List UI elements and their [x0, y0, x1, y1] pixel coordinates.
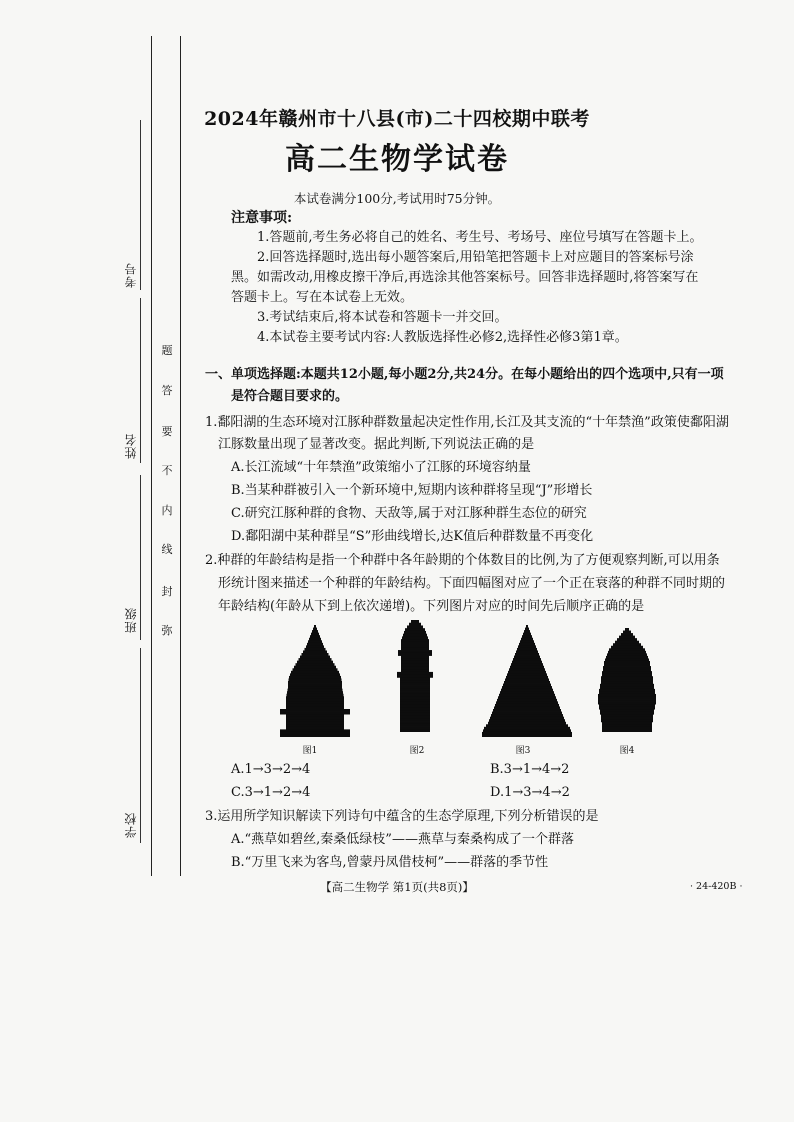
age-bar — [407, 625, 423, 628]
seal-char: 要 — [161, 425, 173, 438]
age-bar — [400, 694, 430, 697]
age-bar — [490, 717, 564, 720]
age-bar — [404, 631, 426, 634]
age-bar — [482, 734, 572, 737]
age-bar — [403, 634, 427, 637]
age-bar — [400, 686, 430, 689]
seal-char: 内 — [161, 504, 173, 517]
age-bar — [280, 712, 350, 715]
age-bar — [401, 669, 429, 672]
age-bar — [286, 696, 344, 699]
age-bar — [603, 669, 651, 672]
age-bar — [401, 645, 429, 648]
age-bar — [600, 684, 654, 687]
age-bar — [400, 727, 430, 730]
age-bar — [401, 647, 429, 650]
section-title: 一、单项选择题:本题共12小题,每小题2分,共24分。在每小题给出的四个选项中,只有一项 — [205, 367, 724, 382]
age-bar — [400, 699, 430, 702]
seal-char: 弥 — [161, 624, 173, 637]
age-bar — [400, 691, 430, 694]
age-pyramid-figure-2 — [385, 620, 445, 732]
q2-option-c[interactable]: C.3→1→2→4 — [231, 785, 311, 800]
age-bar — [509, 668, 545, 671]
age-bar — [525, 628, 529, 631]
age-bar — [400, 724, 430, 727]
age-bar — [604, 661, 650, 664]
age-bar — [401, 664, 429, 667]
age-bar — [606, 656, 648, 659]
subject-title: 高二生物学试卷 — [285, 142, 509, 177]
figure-caption: 图2 — [409, 746, 425, 756]
age-bar — [289, 676, 341, 679]
q1-option-d[interactable]: D.鄱阳湖中某种群呈“S”形曲线增长,达K值后种群数量不再变化 — [231, 529, 594, 544]
age-bar — [305, 648, 326, 651]
seal-char: 线 — [161, 543, 173, 556]
age-bar — [491, 714, 563, 717]
age-bar — [280, 734, 350, 737]
age-bar — [598, 696, 656, 699]
seal-char: 题 — [161, 344, 173, 357]
class-field[interactable] — [140, 475, 141, 640]
q2-stem-cont: 形统计图来描述一个种群的年龄结构。下面四幅图对应了一个正在衰落的种群不同时期的 — [218, 576, 726, 591]
age-bar — [514, 656, 540, 659]
q2-stem-cont: 年龄结构(年龄从下到上依次递增)。下列图片对应的时间先后顺序正确的是 — [218, 599, 645, 614]
age-bar — [400, 702, 430, 705]
age-bar — [286, 722, 344, 725]
notice-line: 4.本试卷主要考试内容:人教版选择性必修2,选择性必修3第1章。 — [257, 330, 628, 345]
age-bar — [411, 620, 419, 623]
age-bar — [280, 709, 350, 712]
age-bar — [288, 681, 342, 684]
age-bar — [400, 713, 430, 716]
age-bar — [602, 671, 652, 674]
age-bar — [608, 651, 646, 654]
notice-heading: 注意事项: — [231, 210, 293, 226]
age-bar — [601, 714, 653, 717]
q2-option-a[interactable]: A.1→3→2→4 — [231, 762, 311, 777]
age-bar — [513, 658, 541, 661]
q3-option-b[interactable]: B.“万里飞来为客鸟,曾蒙丹凤借枝柯”——群落的季节性 — [231, 855, 549, 870]
age-bar — [405, 628, 425, 631]
age-bar — [494, 706, 560, 709]
notice-line: 3.考试结束后,将本试卷和答题卡一并交回。 — [257, 310, 508, 325]
age-bar — [400, 680, 430, 683]
age-bar — [288, 684, 342, 687]
age-bar — [409, 623, 421, 626]
notice-line: 1.答题前,考生务必将自己的姓名、考生号、考场号、座位号填写在答题卡上。 — [257, 230, 703, 245]
age-bar — [397, 675, 433, 678]
age-bar — [303, 650, 327, 653]
figure-caption: 图3 — [515, 746, 531, 756]
age-bar — [522, 635, 532, 638]
age-bar — [286, 727, 344, 730]
seal-char: 封 — [161, 585, 173, 598]
age-bar — [290, 673, 340, 676]
age-bar — [397, 672, 433, 675]
age-bar — [288, 689, 343, 692]
q2-option-b[interactable]: B.3→1→4→2 — [490, 762, 570, 777]
exam-title: 2024年赣州市十八县(市)二十四校期中联考 — [204, 108, 590, 130]
age-bar — [286, 717, 344, 720]
age-bar — [401, 642, 429, 645]
age-bar — [401, 666, 429, 669]
age-bar — [291, 671, 339, 674]
age-bar — [299, 658, 332, 661]
paper-code: · 24-420B · — [690, 881, 743, 892]
age-bar — [400, 721, 430, 724]
age-bar — [500, 691, 554, 694]
age-bar — [501, 689, 553, 692]
age-bar — [619, 636, 635, 639]
age-bar — [296, 663, 335, 666]
age-pyramid-figure-3 — [475, 625, 579, 737]
age-bar — [621, 633, 633, 636]
age-bar — [602, 729, 652, 732]
age-bar — [506, 676, 548, 679]
age-bar — [497, 699, 557, 702]
q2-option-d[interactable]: D.1→3→4→2 — [490, 785, 570, 800]
age-bar — [495, 704, 559, 707]
age-bar — [314, 625, 316, 628]
age-bar — [615, 641, 639, 644]
age-bar — [308, 640, 322, 643]
figure-caption: 图4 — [619, 746, 635, 756]
age-bar — [400, 729, 430, 732]
age-bar — [286, 699, 344, 702]
age-bar — [286, 704, 344, 707]
age-bar — [603, 666, 651, 669]
age-bar — [306, 645, 324, 648]
age-bar — [508, 671, 546, 674]
age-bar — [286, 724, 344, 727]
age-bar — [400, 696, 430, 699]
age-bar — [518, 645, 536, 648]
age-bar — [617, 638, 637, 641]
age-bar — [601, 676, 653, 679]
age-bar — [289, 678, 342, 681]
age-bar — [601, 679, 653, 682]
q3-option-a[interactable]: A.“燕草如碧丝,秦桑低绿枝”——燕草与秦桑构成了一个群落 — [231, 832, 574, 847]
age-bar — [287, 694, 344, 697]
age-bar — [398, 650, 432, 653]
age-bar — [602, 674, 652, 677]
age-bar — [297, 661, 333, 664]
age-bar — [519, 643, 535, 646]
age-bar — [286, 714, 344, 717]
age-bar — [510, 666, 544, 669]
age-bar — [623, 631, 631, 634]
age-pyramid-figure-1 — [270, 625, 360, 737]
age-bar — [398, 653, 432, 656]
age-bar — [313, 628, 317, 631]
seal-char: 不 — [161, 464, 173, 477]
age-bar — [601, 717, 653, 720]
age-bar — [599, 689, 655, 692]
age-bar — [293, 668, 338, 671]
seal-char: 答 — [161, 384, 173, 397]
notice-line: 黑。如需改动,用橡皮擦干净后,再选涂其他答案标号。回答非选择题时,将答案写在 — [231, 270, 699, 285]
q1-option-b[interactable]: B.当某种群被引入一个新环境中,短期内该种群将呈现“J”形增长 — [231, 483, 593, 498]
age-bar — [515, 653, 539, 656]
age-bar — [401, 661, 429, 664]
age-bar — [600, 686, 654, 689]
age-bar — [482, 732, 572, 735]
age-bar — [524, 630, 530, 633]
age-bar — [600, 712, 654, 715]
age-bar — [505, 678, 549, 681]
q1-stem-cont: 江豚数量出现了显著改变。据此判断,下列说法正确的是 — [218, 437, 535, 452]
age-bar — [400, 716, 430, 719]
name-field[interactable] — [140, 298, 141, 463]
q1-stem: 1.鄱阳湖的生态环境对江豚种群数量起决定性作用,长江及其支流的“十年禁渔”政策使鄱阳湖 — [205, 415, 729, 430]
age-bar — [498, 696, 556, 699]
age-bar — [601, 719, 653, 722]
age-bar — [400, 683, 430, 686]
age-bar — [625, 628, 629, 631]
age-bar — [400, 705, 430, 708]
age-bar — [312, 630, 318, 633]
q1-option-a[interactable]: A.长江流域“十年禁渔”政策缩小了江豚的环境容纳量 — [231, 460, 531, 475]
age-pyramid-figure-4 — [592, 628, 662, 732]
age-bar — [489, 719, 565, 722]
age-bar — [523, 633, 531, 636]
age-bar — [311, 633, 319, 636]
age-bar — [288, 686, 342, 689]
age-bar — [286, 706, 344, 709]
age-bar — [599, 691, 655, 694]
age-bar — [484, 727, 570, 730]
age-bar — [609, 648, 645, 651]
age-bar — [599, 704, 655, 707]
age-bar — [401, 658, 429, 661]
age-bar — [492, 712, 562, 715]
age-bar — [493, 709, 561, 712]
age-bar — [400, 710, 430, 713]
age-bar — [402, 636, 428, 639]
exam-info: 本试卷满分100分,考试用时75分钟。 — [293, 191, 501, 206]
age-bar — [602, 727, 652, 730]
q3-stem: 3.运用所学知识解读下列诗句中蕴含的生态学原理,下列分析错误的是 — [205, 809, 599, 824]
age-bar — [502, 686, 552, 689]
q2-stem: 2.种群的年龄结构是指一个种群中各年龄期的个体数目的比例,为了方便观察判断,可以用条 — [205, 553, 720, 568]
age-bar — [607, 653, 647, 656]
age-bar — [483, 729, 571, 732]
age-bar — [517, 648, 537, 651]
age-bar — [310, 635, 320, 638]
age-bar — [401, 656, 429, 659]
exam-number-label: 考号 — [124, 262, 138, 288]
age-bar — [611, 646, 643, 649]
age-bar — [504, 681, 550, 684]
age-bar — [286, 719, 344, 722]
notice-line: 2.回答选择题时,选出每小题答案后,用铅笔把答题卡上对应题目的答案标号涂 — [257, 250, 694, 265]
age-bar — [280, 729, 350, 732]
age-bar — [507, 673, 547, 676]
age-bar — [486, 724, 568, 727]
age-bar — [286, 701, 344, 704]
page-footer: 【高二生物学 第1页(共8页)】 — [320, 880, 474, 894]
age-bar — [520, 640, 534, 643]
age-bar — [605, 658, 649, 661]
notice-line: 答题卡上。写在本试卷上无效。 — [231, 290, 414, 305]
age-bar — [600, 709, 654, 712]
age-bar — [512, 661, 542, 664]
name-label: 姓名 — [124, 433, 138, 459]
age-bar — [400, 677, 430, 680]
age-bar — [287, 691, 343, 694]
age-bar — [613, 643, 641, 646]
age-bar — [300, 656, 330, 659]
school-label: 学校 — [124, 812, 138, 838]
age-bar — [516, 650, 538, 653]
age-bar — [602, 724, 652, 727]
section-title-cont: 是符合题目要求的。 — [231, 389, 349, 404]
age-bar — [280, 732, 350, 735]
age-bar — [604, 664, 650, 667]
age-bar — [307, 643, 323, 646]
age-bar — [499, 694, 555, 697]
age-bar — [598, 699, 656, 702]
age-bar — [294, 666, 336, 669]
age-bar — [302, 653, 329, 656]
age-bar — [309, 638, 321, 641]
age-bar — [598, 702, 656, 705]
age-bar — [599, 707, 655, 710]
age-bar — [400, 688, 430, 691]
age-bar — [511, 663, 543, 666]
age-bar — [602, 722, 652, 725]
figure-caption: 图1 — [302, 746, 318, 756]
age-bar — [400, 718, 430, 721]
age-bar — [401, 639, 429, 642]
age-bar — [400, 707, 430, 710]
school-field[interactable] — [140, 648, 141, 843]
age-bar — [526, 625, 528, 628]
age-bar — [598, 694, 656, 697]
q1-option-c[interactable]: C.研究江豚种群的食物、天敌等,属于对江豚种群生态位的研究 — [231, 506, 587, 521]
age-bar — [503, 684, 551, 687]
age-bar — [496, 701, 558, 704]
class-label: 班级 — [124, 607, 138, 633]
age-bar — [601, 681, 653, 684]
age-bar — [521, 638, 533, 641]
age-bar — [488, 722, 566, 725]
